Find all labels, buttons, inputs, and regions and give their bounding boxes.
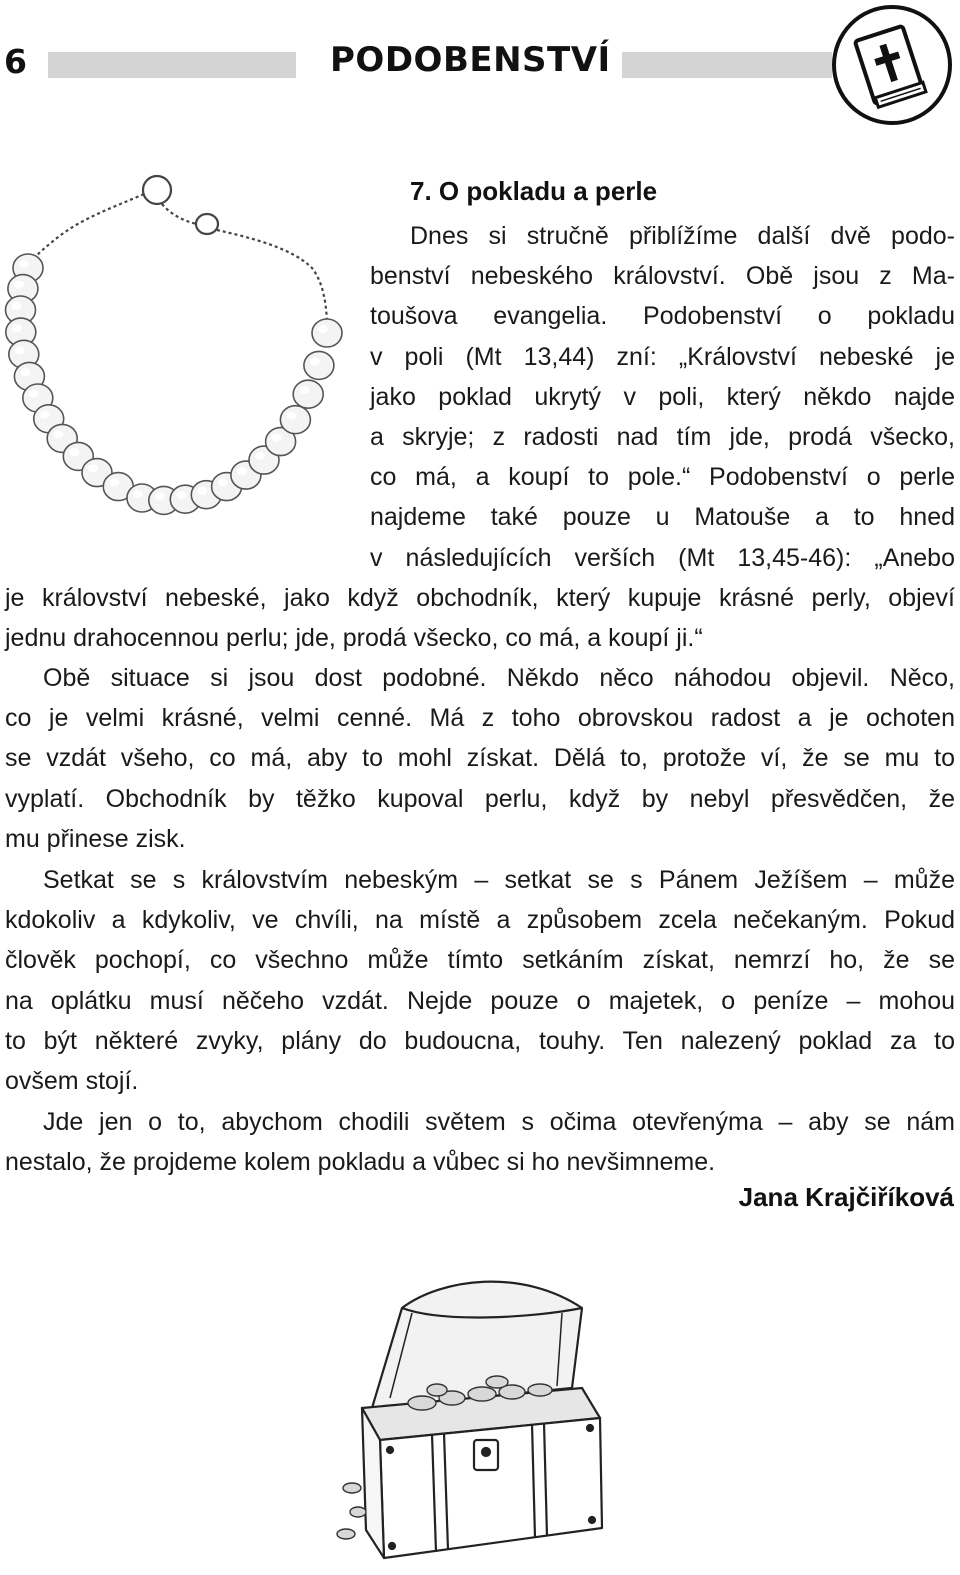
pearl-highlight [318,325,328,333]
text-line: kdokoliv a kdykoliv, ve chvíli, na místě a způsobem zcela nečekaným. Pokud [5,906,955,935]
pearl-highlight [12,324,22,332]
pearl [312,319,342,347]
text-line: najdeme také pouze u Matouše a to hned [370,503,955,532]
pearl-highlight [218,479,228,487]
page-number: 6 [4,42,27,81]
pearl-highlight [176,491,186,499]
pearl-highlight [299,386,309,394]
pearl-highlight [40,411,50,419]
text-line: ovšem stojí. [5,1067,139,1096]
paragraph-intro [370,216,955,578]
pearl-highlight [109,479,119,487]
text-line: Setkat se s královstvím nebeským – setkat se s Pánem Ježíšem – může [43,866,955,894]
text-line: to být některé zvyky, plány do budoucna, touhy. Ten nalezený poklad za to [5,1026,955,1055]
pearl-highlight [69,448,79,456]
text-line: v poli (Mt 13,44) zní: „Království nebeské je [370,342,955,371]
text-line: toušova evangelia. Podobenství o pokladu [370,302,955,331]
pearl [304,351,334,379]
pearl [280,406,310,434]
paragraph-kingdom [5,860,955,1101]
pearl-highlight [133,490,143,498]
text-line: co je velmi krásné, velmi cenné. Má z toho obrovskou radost a je ochoten [5,704,955,733]
header-bar-right [622,52,832,78]
header-bar-left [48,52,296,78]
text-line: Dnes si stručně přiblížíme další dvě podo- [410,222,955,250]
pearl-highlight [14,281,24,289]
text-line: jako poklad ukrytý v poli, který někdo najde [370,382,955,411]
author-signature: Jana Krajčiříková [738,1182,954,1212]
text-line: člověk pochopí, co všechno může tímto setkáním získat, nemrzí ho, že se [5,946,955,975]
text-line: na oplátku musí něčeho vzdát. Nejde pouze o majetek, o peníze – mohou [5,986,955,1015]
pearl-highlight [155,492,165,500]
pearl-highlight [15,346,25,354]
text-line: jednu drahocennou perlu; jde, prodá všecko, co má, a koupí ji.“ [5,624,703,653]
text-line: vyplatí. Obchodník by těžko kupoval perlu, když by nebyl přesvědčen, že [5,784,955,813]
paragraph-conclusion [5,1102,955,1182]
text-line: nestalo, že projdeme kolem pokladu a vůbec si ho nevšimneme. [5,1148,716,1177]
pearl-highlight [53,430,63,438]
text-line: a skryje; z radosti nad tím jde, prodá všecko, [370,423,955,452]
text-line: mu přinese zisk. [5,824,186,853]
pearl-highlight [88,465,98,473]
text-line: co má, a koupí to pole.“ Podobenství o perle [370,463,955,492]
pearl-necklace-illustration [2,168,347,520]
pearl-highlight [29,390,39,398]
text-line: Jde jen o to, abychom chodili světem s očima otevřenýma – aby se nám [43,1108,955,1136]
paragraph-intro-continued [5,578,955,658]
treasure-chest-illustration [332,1268,622,1568]
bible-icon [830,3,954,127]
section-title: PODOBENSTVÍ [330,40,611,80]
article-title: 7. O pokladu a perle [410,176,658,206]
paragraph-comparison [5,658,955,859]
pearl-highlight [197,487,207,495]
pearl-highlight [12,302,22,310]
text-line: benství nebeského království. Obě jsou z Ma- [370,262,955,291]
text-line: Obě situace si jsou dost podobné. Někdo něco náhodou objevil. Něco, [43,664,955,692]
text-line: je království nebeské, jako když obchodník, který kupuje krásné perly, objeví [5,584,955,612]
text-line: se vzdát všeho, co má, aby to mohl získat. Dělá to, protože ví, že se mu to [5,744,955,773]
pearl-highlight [272,434,282,442]
pearl-highlight [310,357,320,365]
pearl [293,380,323,408]
pearl-highlight [20,368,30,376]
pearl-highlight [255,452,265,460]
pearl-highlight [237,467,247,475]
text-line: v následujících verších (Mt 13,45-46): „Anebo [370,543,955,572]
pearl-highlight [19,260,29,268]
pearl-highlight [286,412,296,420]
